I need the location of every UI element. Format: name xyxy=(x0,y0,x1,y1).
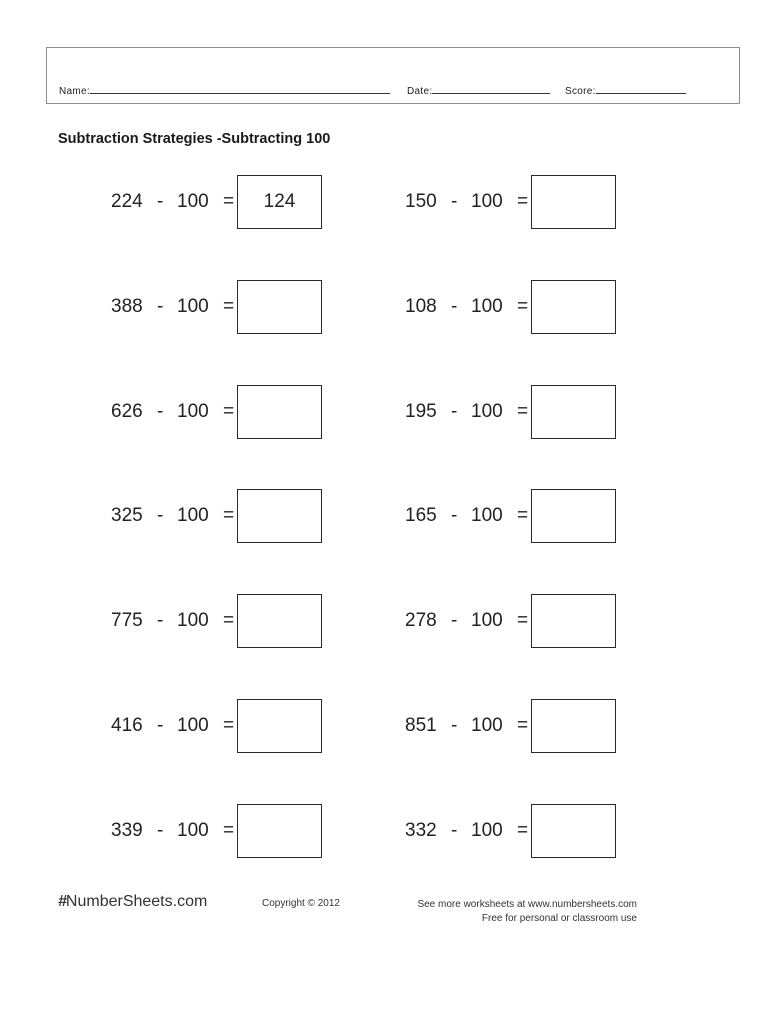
more-line-1: See more worksheets at www.numbersheets.com xyxy=(417,899,637,910)
problem-14 xyxy=(405,804,705,858)
name-line xyxy=(90,84,390,94)
subtrahend: 100 xyxy=(471,505,503,527)
problem-6 xyxy=(405,385,705,439)
minus-sign: - xyxy=(157,610,164,632)
minus-sign: - xyxy=(451,610,458,632)
problem-2 xyxy=(405,175,705,229)
minuend: 224 xyxy=(111,191,143,212)
equals-sign: = xyxy=(517,400,529,422)
problem-3 xyxy=(111,280,411,334)
subtrahend: 100 xyxy=(177,819,209,841)
problem-10 xyxy=(405,594,705,648)
name-field[interactable] xyxy=(59,84,390,97)
answer-box[interactable] xyxy=(531,385,616,439)
subtrahend: 100 xyxy=(471,715,503,736)
numbersheets-logo xyxy=(58,893,207,911)
subtrahend: 100 xyxy=(471,400,503,422)
minuend: 108 xyxy=(405,295,437,317)
subtrahend: 100 xyxy=(177,295,209,317)
answer-box[interactable] xyxy=(531,594,616,648)
minuend: 416 xyxy=(111,715,143,736)
answer-box[interactable] xyxy=(237,280,322,334)
problem-7 xyxy=(111,489,411,543)
minuend: 195 xyxy=(405,400,437,422)
minus-sign: - xyxy=(451,819,458,841)
answer-box[interactable] xyxy=(531,175,616,229)
minus-sign: - xyxy=(157,400,164,422)
equals-sign: = xyxy=(517,505,529,527)
equals-sign: = xyxy=(223,819,235,841)
subtrahend: 100 xyxy=(471,191,503,212)
answer-box[interactable] xyxy=(237,804,322,858)
equals-sign: = xyxy=(517,819,529,841)
answer-box[interactable] xyxy=(237,489,322,543)
answer-box[interactable] xyxy=(531,280,616,334)
subtrahend: 100 xyxy=(471,610,503,632)
minuend: 150 xyxy=(405,191,437,212)
minus-sign: - xyxy=(157,191,164,212)
equals-sign: = xyxy=(223,191,235,212)
problem-13 xyxy=(111,804,411,858)
more-line-2: Free for personal or classroom use xyxy=(481,913,637,924)
minus-sign: - xyxy=(451,400,458,422)
answer-box[interactable] xyxy=(237,699,322,753)
date-label: Date: xyxy=(407,86,433,97)
minuend: 626 xyxy=(111,400,143,422)
subtrahend: 100 xyxy=(177,610,209,632)
answer-box[interactable] xyxy=(531,489,616,543)
minuend: 851 xyxy=(405,715,437,736)
name-label: Name: xyxy=(59,86,90,97)
answer-box[interactable] xyxy=(531,804,616,858)
answer-box[interactable] xyxy=(237,594,322,648)
answer-box[interactable]: 124 xyxy=(237,175,322,229)
minus-sign: - xyxy=(451,295,458,317)
score-field[interactable] xyxy=(565,84,686,97)
minus-sign: - xyxy=(157,505,164,527)
logo-mark: # xyxy=(58,893,66,910)
minus-sign: - xyxy=(451,505,458,527)
minuend: 332 xyxy=(405,819,437,841)
answer-box[interactable] xyxy=(531,699,616,753)
minus-sign: - xyxy=(157,819,164,841)
minuend: 388 xyxy=(111,295,143,317)
header-box xyxy=(46,47,740,104)
worksheet-title: Subtraction Strategies -Subtracting 100 xyxy=(58,131,331,147)
minuend: 325 xyxy=(111,505,143,527)
minus-sign: - xyxy=(451,715,458,736)
subtrahend: 100 xyxy=(177,505,209,527)
minuend: 165 xyxy=(405,505,437,527)
subtrahend: 100 xyxy=(471,295,503,317)
subtrahend: 100 xyxy=(471,819,503,841)
equals-sign: = xyxy=(517,191,529,212)
copyright-text: Copyright © 2012 xyxy=(262,898,340,909)
score-label: Score: xyxy=(565,86,596,97)
equals-sign: = xyxy=(517,295,529,317)
score-line xyxy=(596,84,686,94)
problem-4 xyxy=(405,280,705,334)
subtrahend: 100 xyxy=(177,715,209,736)
problem-8 xyxy=(405,489,705,543)
subtrahend: 100 xyxy=(177,400,209,422)
subtrahend: 100 xyxy=(177,191,209,212)
minus-sign: - xyxy=(157,715,164,736)
equals-sign: = xyxy=(223,400,235,422)
equals-sign: = xyxy=(223,610,235,632)
logo-text: NumberSheets.com xyxy=(65,893,208,910)
problem-1 xyxy=(111,175,411,229)
minuend: 775 xyxy=(111,610,143,632)
minuend: 339 xyxy=(111,819,143,841)
equals-sign: = xyxy=(223,295,235,317)
equals-sign: = xyxy=(223,505,235,527)
more-worksheets-text xyxy=(417,898,637,926)
problem-12 xyxy=(405,699,705,753)
equals-sign: = xyxy=(517,715,529,736)
problem-11 xyxy=(111,699,411,753)
minus-sign: - xyxy=(157,295,164,317)
problem-5 xyxy=(111,385,411,439)
equals-sign: = xyxy=(223,715,235,736)
answer-box[interactable] xyxy=(237,385,322,439)
equals-sign: = xyxy=(517,610,529,632)
date-line xyxy=(432,84,550,94)
date-field[interactable] xyxy=(407,84,550,97)
minus-sign: - xyxy=(451,191,458,212)
problem-9 xyxy=(111,594,411,648)
minuend: 278 xyxy=(405,610,437,632)
